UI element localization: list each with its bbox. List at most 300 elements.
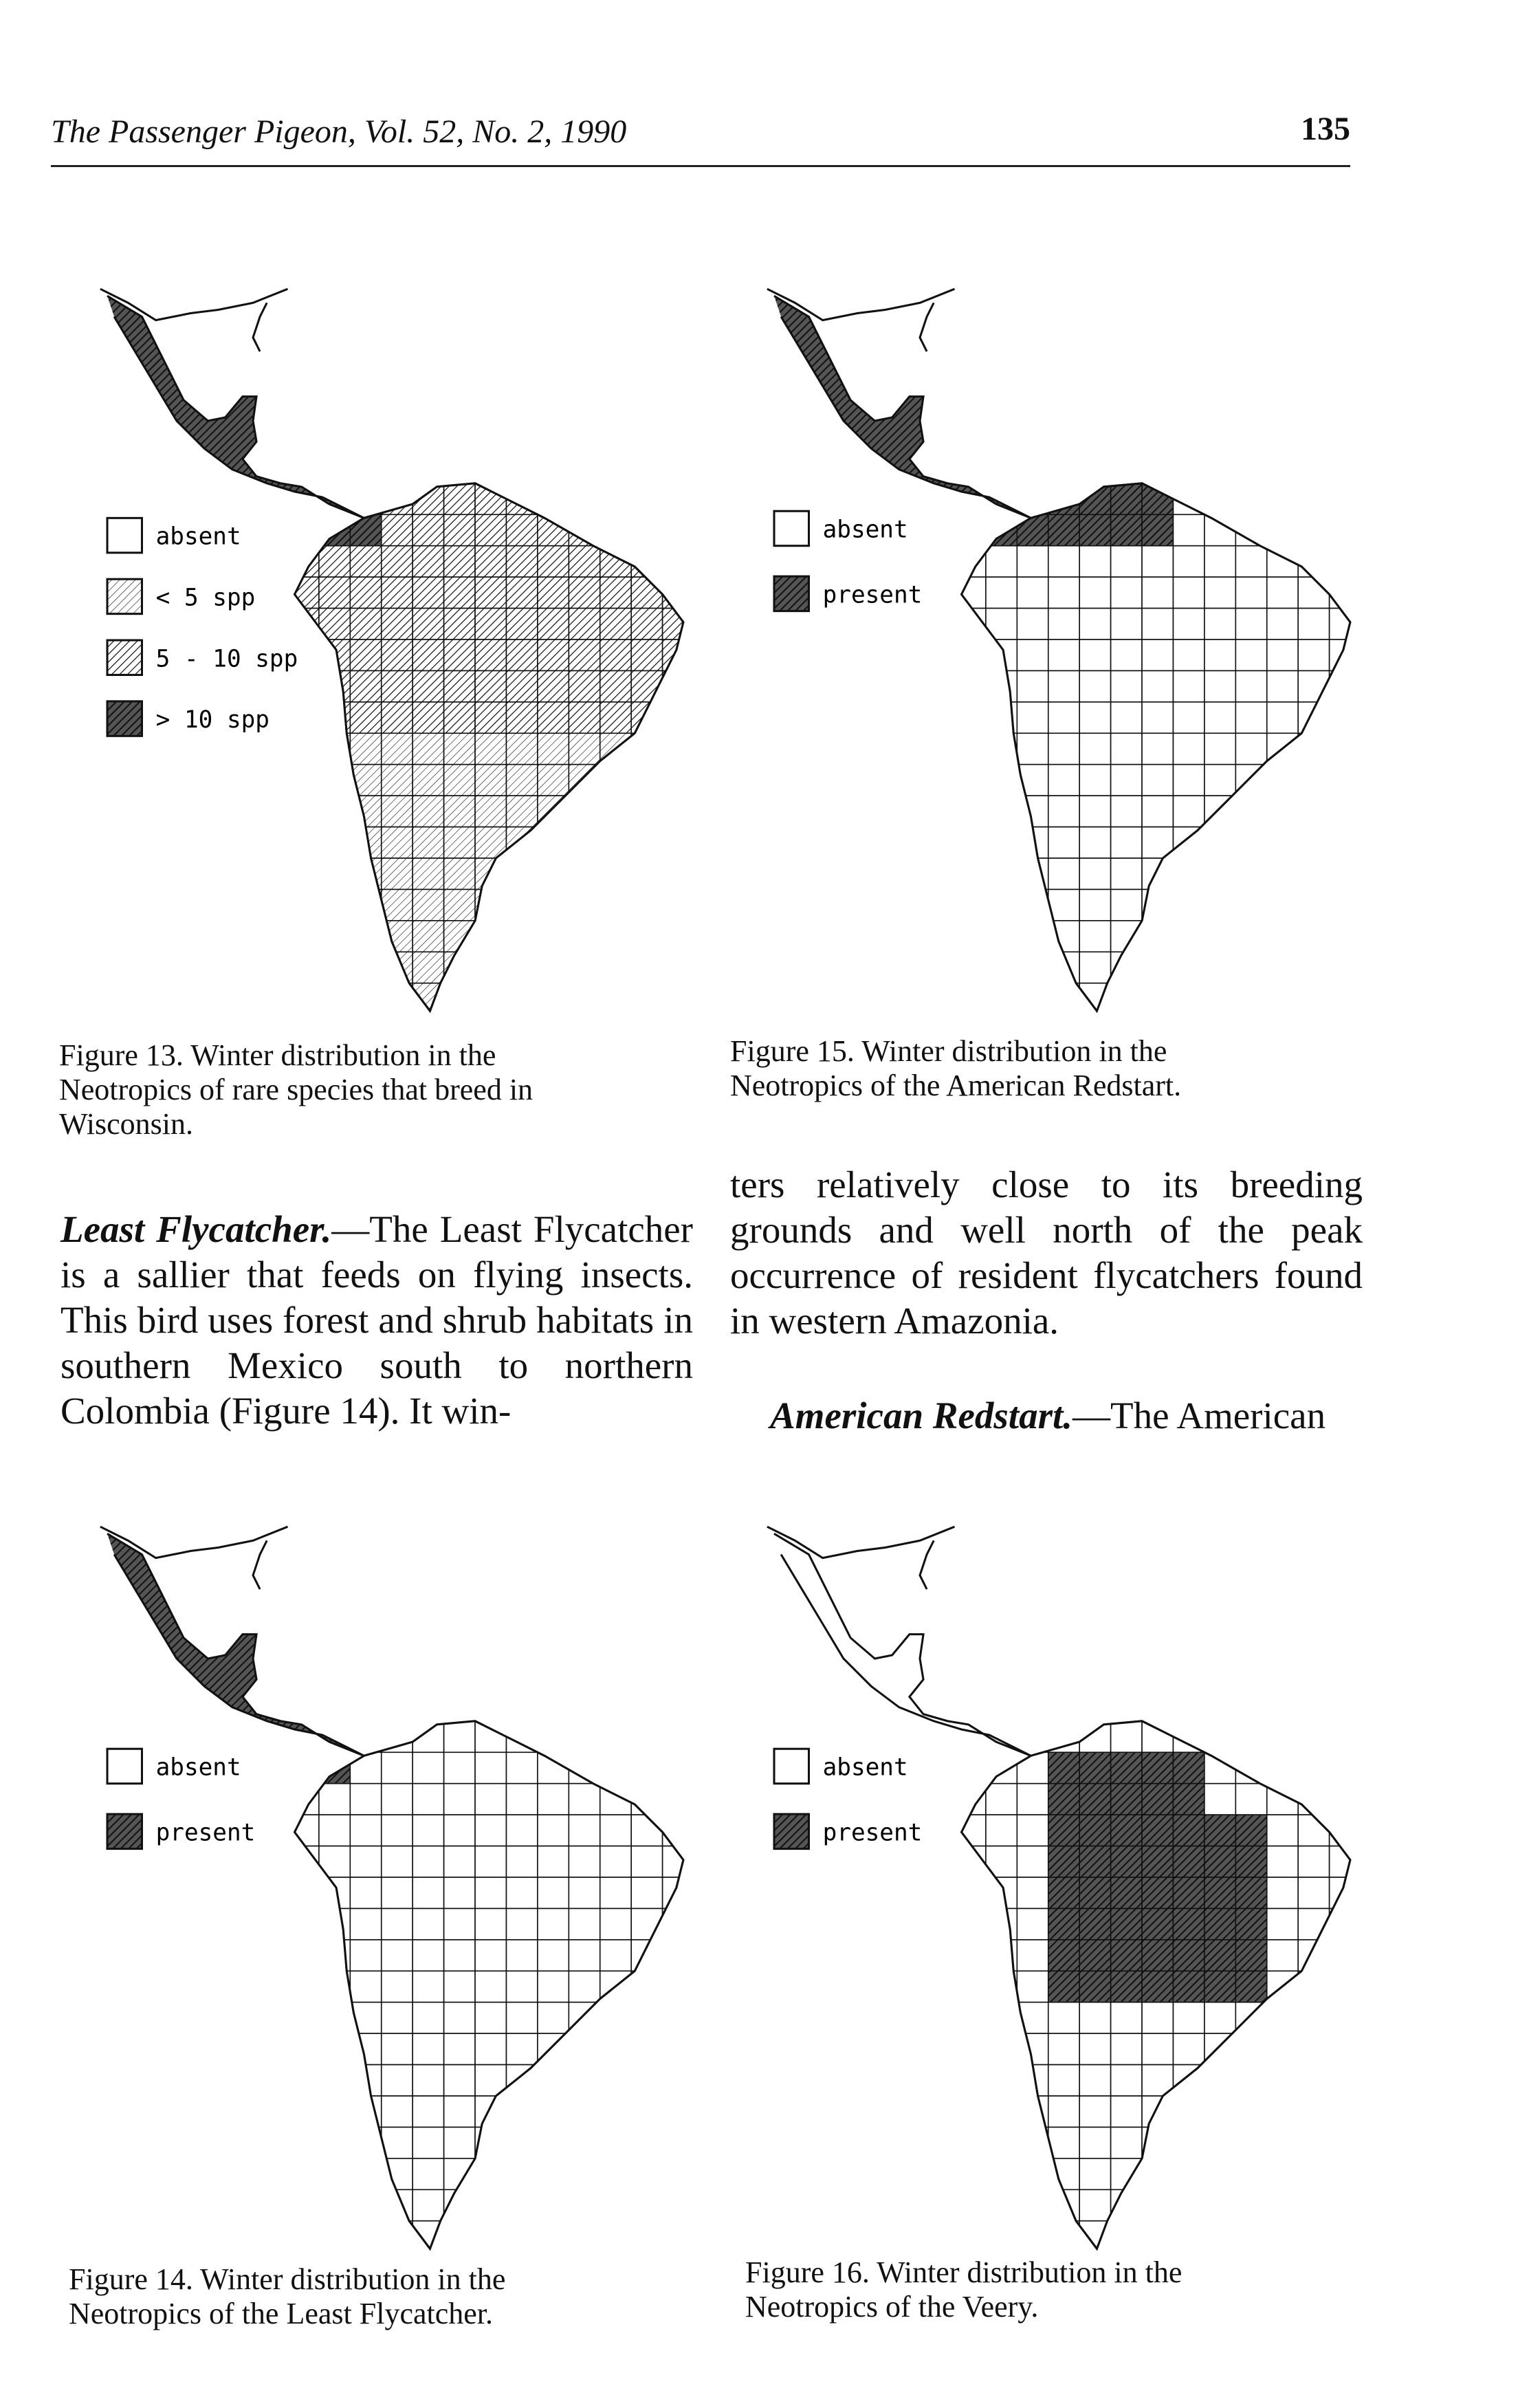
grid-cell xyxy=(954,2033,985,2064)
grid-cell xyxy=(1017,577,1048,608)
distribution-map xyxy=(749,275,1382,1004)
least-flycatcher-paragraph xyxy=(60,1207,693,1434)
grid-cell xyxy=(1017,609,1048,640)
grid-cell xyxy=(986,2127,1017,2158)
grid-cell xyxy=(287,577,318,608)
grid-cell xyxy=(319,609,350,640)
grid-cell xyxy=(986,609,1017,640)
grid-cell xyxy=(1235,827,1266,858)
grid-cell xyxy=(506,514,537,545)
grid-cell xyxy=(382,2033,412,2064)
grid-cell xyxy=(1048,514,1079,545)
grid-cell xyxy=(1235,1815,1266,1846)
grid-cell xyxy=(1204,2002,1235,2033)
grid-cell xyxy=(1048,1752,1079,1783)
grid-cell xyxy=(600,1815,631,1846)
grid-cell xyxy=(663,1971,694,2002)
grid-cell xyxy=(412,1784,443,1815)
grid-cell xyxy=(694,921,725,952)
grid-cell xyxy=(538,2159,569,2189)
grid-cell xyxy=(506,827,537,858)
grid-cell xyxy=(954,609,985,640)
grid-cell xyxy=(1298,2189,1329,2220)
grid-cell xyxy=(1017,1877,1048,1908)
grid-cell xyxy=(538,1846,569,1877)
grid-cell xyxy=(1079,921,1110,952)
grid-cell xyxy=(631,1846,662,1877)
grid-cell xyxy=(1048,733,1079,764)
grid-cell xyxy=(1173,1971,1204,2002)
grid-cell xyxy=(631,765,662,796)
grid-cell xyxy=(287,2221,318,2252)
grid-cell xyxy=(475,640,506,670)
grid-cell xyxy=(954,2221,985,2252)
american-redstart-heading: American Redstart. xyxy=(770,1395,1073,1436)
grid-cell xyxy=(350,983,381,1014)
grid-cell xyxy=(1330,1971,1361,2002)
grid-cell xyxy=(475,796,506,827)
grid-cell xyxy=(569,889,600,920)
grid-cell xyxy=(1204,1815,1235,1846)
grid-cell xyxy=(1235,1784,1266,1815)
grid-cell xyxy=(1298,546,1329,577)
grid-cell xyxy=(287,765,318,796)
american-redstart-paragraph xyxy=(770,1393,1368,1439)
grid-cell xyxy=(1298,514,1329,545)
grid-cell xyxy=(1361,546,1392,577)
grid-cell xyxy=(1079,2033,1110,2064)
grid-cell xyxy=(631,921,662,952)
grid-cell xyxy=(600,2189,631,2220)
grid-cell xyxy=(538,1815,569,1846)
grid-cell xyxy=(600,702,631,733)
grid-cell xyxy=(1079,2127,1110,2158)
grid-cell xyxy=(350,1940,381,1971)
grid-cell xyxy=(569,827,600,858)
grid-cell xyxy=(319,2002,350,2033)
grid-cell xyxy=(954,1908,985,1939)
grid-cell xyxy=(1361,1908,1392,1939)
grid-cell xyxy=(1361,2252,1392,2283)
grid-cell xyxy=(412,827,443,858)
grid-cell xyxy=(1361,2002,1392,2033)
legend-label: < 5 spp xyxy=(155,584,256,612)
grid-cell xyxy=(1204,1908,1235,1939)
grid-cell xyxy=(1048,1908,1079,1939)
grid-cell xyxy=(1048,609,1079,640)
grid-cell xyxy=(600,2033,631,2064)
grid-cell xyxy=(1361,952,1392,983)
grid-cell xyxy=(1173,640,1204,670)
grid-cell xyxy=(350,1784,381,1815)
grid-cell xyxy=(1330,577,1361,608)
grid-cell xyxy=(1111,733,1142,764)
grid-cell xyxy=(631,640,662,670)
grid-cell xyxy=(600,796,631,827)
grid-cell xyxy=(569,1971,600,2002)
legend-label: present xyxy=(822,1819,923,1847)
grid-cell xyxy=(1079,670,1110,701)
grid-cell xyxy=(1173,1908,1204,1939)
grid-cell xyxy=(1079,1721,1110,1752)
grid-cell xyxy=(350,609,381,640)
legend-label: absent xyxy=(155,1753,241,1782)
grid-cell xyxy=(1142,1940,1173,1971)
grid-cell xyxy=(1173,1752,1204,1783)
grid-cell xyxy=(1079,765,1110,796)
grid-cell xyxy=(1361,1014,1392,1045)
grid-cell xyxy=(412,483,443,514)
grid-cell xyxy=(475,1971,506,2002)
grid-cell xyxy=(444,1846,475,1877)
grid-cell xyxy=(1204,733,1235,764)
grid-cell xyxy=(538,2033,569,2064)
grid-cell xyxy=(1235,702,1266,733)
grid-cell xyxy=(986,858,1017,889)
grid-cell xyxy=(1048,1784,1079,1815)
grid-cell xyxy=(1048,2096,1079,2127)
grid-cell xyxy=(287,2127,318,2158)
figure-16-map xyxy=(749,1513,1382,2242)
grid-cell xyxy=(1267,2159,1298,2189)
grid-cell xyxy=(475,1940,506,1971)
grid-cell xyxy=(382,640,412,670)
grid-cell xyxy=(382,921,412,952)
grid-cell xyxy=(1173,1815,1204,1846)
grid-cell xyxy=(1361,1877,1392,1908)
grid-cell xyxy=(631,2096,662,2127)
grid-cell xyxy=(475,983,506,1014)
grid-cell xyxy=(663,796,694,827)
grid-cell xyxy=(600,514,631,545)
grid-cell xyxy=(287,889,318,920)
grid-cell xyxy=(1267,1752,1298,1783)
grid-cell xyxy=(1267,514,1298,545)
grid-cell xyxy=(1267,670,1298,701)
grid-cell xyxy=(631,796,662,827)
grid-cell xyxy=(1361,765,1392,796)
legend-swatch xyxy=(107,1814,142,1848)
grid-cell xyxy=(663,733,694,764)
grid-cell xyxy=(569,1815,600,1846)
grid-cell xyxy=(663,827,694,858)
grid-cell xyxy=(1361,2096,1392,2127)
grid-cell xyxy=(475,609,506,640)
grid-cell xyxy=(986,952,1017,983)
grid-cell xyxy=(382,1908,412,1939)
grid-cell xyxy=(1361,1784,1392,1815)
grid-cell xyxy=(1173,702,1204,733)
grid-cell xyxy=(1048,921,1079,952)
grid-cell xyxy=(1048,546,1079,577)
grid-cell xyxy=(663,2065,694,2096)
grid-cell xyxy=(382,858,412,889)
distribution-map xyxy=(82,1513,715,2242)
grid-cell xyxy=(1235,640,1266,670)
grid-cell xyxy=(444,640,475,670)
grid-cell xyxy=(506,609,537,640)
grid-cell xyxy=(663,577,694,608)
legend-swatch xyxy=(107,1749,142,1783)
grid-cell xyxy=(663,858,694,889)
grid-cell xyxy=(663,514,694,545)
grid-cell xyxy=(1267,765,1298,796)
legend-swatch xyxy=(107,640,142,675)
grid-cell xyxy=(1111,765,1142,796)
grid-cell xyxy=(506,889,537,920)
grid-cell xyxy=(350,1721,381,1752)
grid-cell xyxy=(1298,483,1329,514)
grid-cell xyxy=(600,670,631,701)
grid-cell xyxy=(444,1908,475,1939)
grid-cell xyxy=(1048,1846,1079,1877)
grid-cell xyxy=(1204,983,1235,1014)
grid-cell xyxy=(1267,889,1298,920)
grid-cell xyxy=(663,2189,694,2220)
grid-cell xyxy=(1204,640,1235,670)
grid-cell xyxy=(631,609,662,640)
grid-cell xyxy=(1298,733,1329,764)
grid-cell xyxy=(1111,858,1142,889)
page-number: 135 xyxy=(1301,111,1350,147)
grid-cell xyxy=(382,670,412,701)
grid-cell xyxy=(663,2033,694,2064)
grid-cell xyxy=(1298,2002,1329,2033)
grid-cell xyxy=(1142,1815,1173,1846)
grid-cell xyxy=(694,2127,725,2158)
grid-cell xyxy=(506,2002,537,2033)
grid-cell xyxy=(287,796,318,827)
grid-cell xyxy=(694,670,725,701)
grid-cell xyxy=(1235,2096,1266,2127)
grid-cell xyxy=(631,827,662,858)
grid-cell xyxy=(350,640,381,670)
grid-cell xyxy=(694,1815,725,1846)
grid-cell xyxy=(694,2189,725,2220)
grid-cell xyxy=(319,1877,350,1908)
grid-cell xyxy=(631,858,662,889)
grid-cell xyxy=(1173,2189,1204,2220)
grid-cell xyxy=(1173,2159,1204,2189)
grid-cell xyxy=(663,1846,694,1877)
grid-cell xyxy=(1298,1877,1329,1908)
grid-cell xyxy=(1173,1784,1204,1815)
grid-cell xyxy=(631,1877,662,1908)
grid-cell xyxy=(1235,1846,1266,1877)
grid-cell xyxy=(444,1721,475,1752)
grid-cell xyxy=(1361,1971,1392,2002)
grid-cell xyxy=(1235,952,1266,983)
grid-cell xyxy=(475,921,506,952)
grid-cell xyxy=(287,514,318,545)
grid-cell xyxy=(319,2127,350,2158)
grid-cell xyxy=(986,1784,1017,1815)
grid-cell xyxy=(382,702,412,733)
grid-cell xyxy=(1111,1908,1142,1939)
grid-cell xyxy=(287,983,318,1014)
grid-cell xyxy=(1142,2096,1173,2127)
grid-cell xyxy=(382,2065,412,2096)
grid-cell xyxy=(986,2189,1017,2220)
grid-cell xyxy=(1173,1721,1204,1752)
grid-cell xyxy=(1235,1908,1266,1939)
grid-cell xyxy=(986,2221,1017,2252)
legend-label: > 10 spp xyxy=(155,706,270,734)
grid-cell xyxy=(663,2127,694,2158)
grid-cell xyxy=(954,1877,985,1908)
grid-cell xyxy=(569,733,600,764)
grid-cell xyxy=(1048,702,1079,733)
grid-cell xyxy=(475,702,506,733)
grid-cell xyxy=(1048,2159,1079,2189)
grid-cell xyxy=(287,670,318,701)
grid-cell xyxy=(1111,640,1142,670)
grid-cell xyxy=(663,2159,694,2189)
grid-cell xyxy=(1361,2127,1392,2158)
grid-cell xyxy=(694,514,725,545)
grid-cell xyxy=(1235,733,1266,764)
grid-cell xyxy=(412,2033,443,2064)
grid-cell xyxy=(1017,2127,1048,2158)
grid-cell xyxy=(319,858,350,889)
grid-cell xyxy=(569,546,600,577)
grid-cell xyxy=(1267,702,1298,733)
grid-cell xyxy=(538,2002,569,2033)
grid-cell xyxy=(569,1877,600,1908)
grid-cell xyxy=(1111,2065,1142,2096)
grid-cell xyxy=(444,1971,475,2002)
grid-cell xyxy=(631,1784,662,1815)
grid-cell xyxy=(954,1846,985,1877)
grid-cell xyxy=(475,2159,506,2189)
grid-cell xyxy=(1298,1784,1329,1815)
grid-cell xyxy=(350,2189,381,2220)
grid-cell xyxy=(475,546,506,577)
grid-cell xyxy=(986,889,1017,920)
grid-cell xyxy=(1267,858,1298,889)
grid-cell xyxy=(1111,577,1142,608)
grid-cell xyxy=(319,765,350,796)
grid-cell xyxy=(663,889,694,920)
grid-cell xyxy=(1142,796,1173,827)
grid-cell xyxy=(1173,858,1204,889)
grid-cell xyxy=(1361,2033,1392,2064)
grid-cell xyxy=(694,702,725,733)
grid-cell xyxy=(350,514,381,545)
grid-cell xyxy=(287,2159,318,2189)
grid-cell xyxy=(1204,889,1235,920)
grid-cell xyxy=(475,1846,506,1877)
grid-cell xyxy=(1235,1971,1266,2002)
grid-cell xyxy=(506,2033,537,2064)
grid-cell xyxy=(1298,2221,1329,2252)
grid-cell xyxy=(382,1784,412,1815)
grid-cell xyxy=(1361,858,1392,889)
grid-cell xyxy=(1142,921,1173,952)
grid-cell xyxy=(538,2096,569,2127)
grid-cell xyxy=(287,2033,318,2064)
grid-cell xyxy=(1017,983,1048,1014)
grid-cell xyxy=(382,577,412,608)
grid-cell xyxy=(412,889,443,920)
grid-cell xyxy=(506,1971,537,2002)
grid-cell xyxy=(1361,702,1392,733)
grid-cell xyxy=(444,889,475,920)
grid-cell xyxy=(1111,1877,1142,1908)
grid-cell xyxy=(1204,702,1235,733)
grid-cell xyxy=(1330,983,1361,1014)
grid-cell xyxy=(694,858,725,889)
grid-cell xyxy=(631,733,662,764)
grid-cell xyxy=(382,1940,412,1971)
grid-cell xyxy=(538,2065,569,2096)
grid-cell xyxy=(663,1940,694,1971)
grid-cell xyxy=(319,2159,350,2189)
grid-cell xyxy=(1204,2127,1235,2158)
grid-cell xyxy=(1235,2065,1266,2096)
grid-cell xyxy=(1267,2033,1298,2064)
grid-cell xyxy=(663,483,694,514)
grid-cell xyxy=(1204,827,1235,858)
grid-cell xyxy=(1079,2189,1110,2220)
grid-cell xyxy=(569,765,600,796)
grid-cell xyxy=(1235,1721,1266,1752)
grid-cell xyxy=(1079,1877,1110,1908)
grid-cell xyxy=(506,2221,537,2252)
grid-cell xyxy=(694,1877,725,1908)
grid-cell xyxy=(319,1971,350,2002)
grid-cell xyxy=(1330,827,1361,858)
grid-cell xyxy=(600,1877,631,1908)
grid-cell xyxy=(506,796,537,827)
grid-cell xyxy=(1298,827,1329,858)
grid-cell xyxy=(1204,1784,1235,1815)
grid-cell xyxy=(412,702,443,733)
grid-cell xyxy=(663,765,694,796)
grid-cell xyxy=(444,514,475,545)
grid-cell xyxy=(444,2002,475,2033)
grid-cell xyxy=(986,670,1017,701)
grid-cell xyxy=(444,2096,475,2127)
grid-cell xyxy=(1361,1846,1392,1877)
grid-cell xyxy=(1142,546,1173,577)
grid-cell xyxy=(475,1784,506,1815)
grid-cell xyxy=(1235,1940,1266,1971)
grid-cell xyxy=(1017,702,1048,733)
grid-cell xyxy=(350,2159,381,2189)
grid-cell xyxy=(444,733,475,764)
grid-cell xyxy=(954,733,985,764)
grid-cell xyxy=(1330,2065,1361,2096)
grid-cell xyxy=(954,1815,985,1846)
grid-cell xyxy=(287,2096,318,2127)
grid-cell xyxy=(412,1815,443,1846)
grid-cell xyxy=(600,640,631,670)
grid-cell xyxy=(444,670,475,701)
grid-cell xyxy=(1361,921,1392,952)
grid-cell xyxy=(382,609,412,640)
grid-cell xyxy=(1079,702,1110,733)
grid-cell xyxy=(1330,2127,1361,2158)
grid-cell xyxy=(694,577,725,608)
grid-cell xyxy=(287,921,318,952)
grid-cell xyxy=(1204,2033,1235,2064)
grid-cell xyxy=(1079,2065,1110,2096)
grid-cell xyxy=(1142,2221,1173,2252)
grid-cell xyxy=(1111,2096,1142,2127)
grid-cell xyxy=(631,2127,662,2158)
grid-cell xyxy=(1204,1940,1235,1971)
